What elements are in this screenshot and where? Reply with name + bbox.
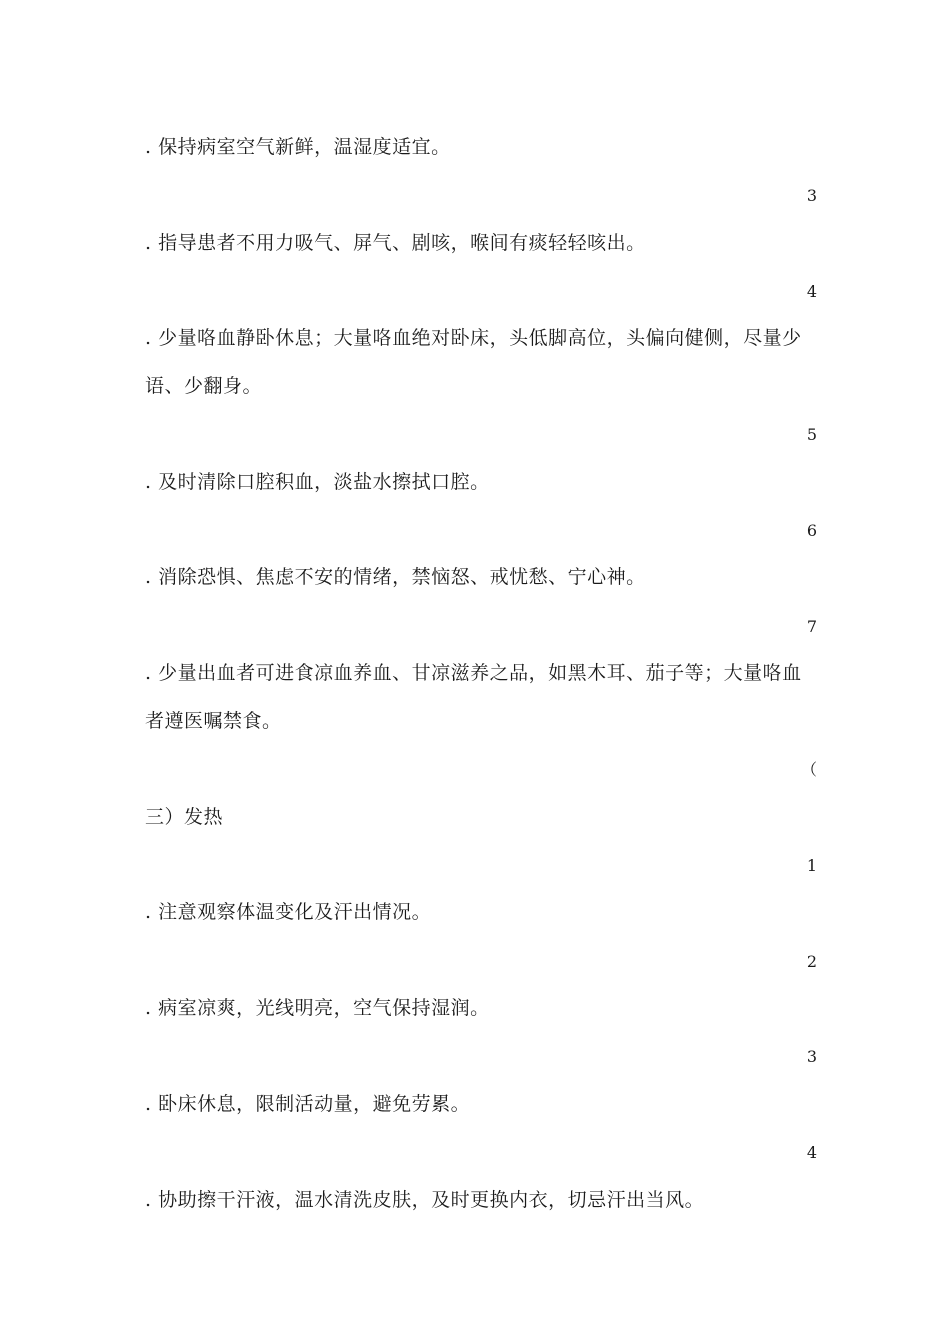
text-line: . 少量咯血静卧休息；大量咯血绝对卧床，头低脚高位，头偏向健侧，尽量少: [145, 327, 802, 349]
item-number: 7: [806, 617, 817, 636]
item-number: 4: [806, 1143, 817, 1162]
item-number: 6: [806, 521, 817, 540]
section-heading: 三）发热: [145, 806, 224, 828]
text-line: . 消除恐惧、焦虑不安的情绪，禁恼怒、戒忧愁、宁心神。: [145, 566, 646, 588]
text-line: . 保持病室空气新鲜，温湿度适宜。: [145, 136, 451, 158]
item-number: 3: [806, 186, 817, 205]
text-line: . 注意观察体温变化及汗出情况。: [145, 901, 432, 923]
item-number: 3: [806, 1047, 817, 1066]
text-line: 语、少翻身。: [145, 375, 263, 397]
item-number: 2: [806, 952, 817, 971]
text-line: . 及时清除口腔积血，淡盐水擦拭口腔。: [145, 471, 490, 493]
item-number: （: [800, 760, 817, 779]
text-line: . 指导患者不用力吸气、屏气、剧咳，喉间有痰轻轻咳出。: [145, 232, 646, 254]
item-number: 1: [806, 856, 817, 875]
item-number: 4: [806, 282, 817, 301]
text-line: . 少量出血者可进食凉血养血、甘凉滋养之品，如黑木耳、茄子等；大量咯血: [145, 662, 802, 684]
item-number: 5: [806, 425, 817, 444]
text-line: 者遵医嘱禁食。: [145, 710, 282, 732]
text-line: . 病室凉爽，光线明亮，空气保持湿润。: [145, 997, 490, 1019]
text-line: . 卧床休息，限制活动量，避免劳累。: [145, 1093, 471, 1115]
text-line: . 协助擦干汗液，温水清洗皮肤，及时更换内衣，切忌汗出当风。: [145, 1189, 705, 1211]
